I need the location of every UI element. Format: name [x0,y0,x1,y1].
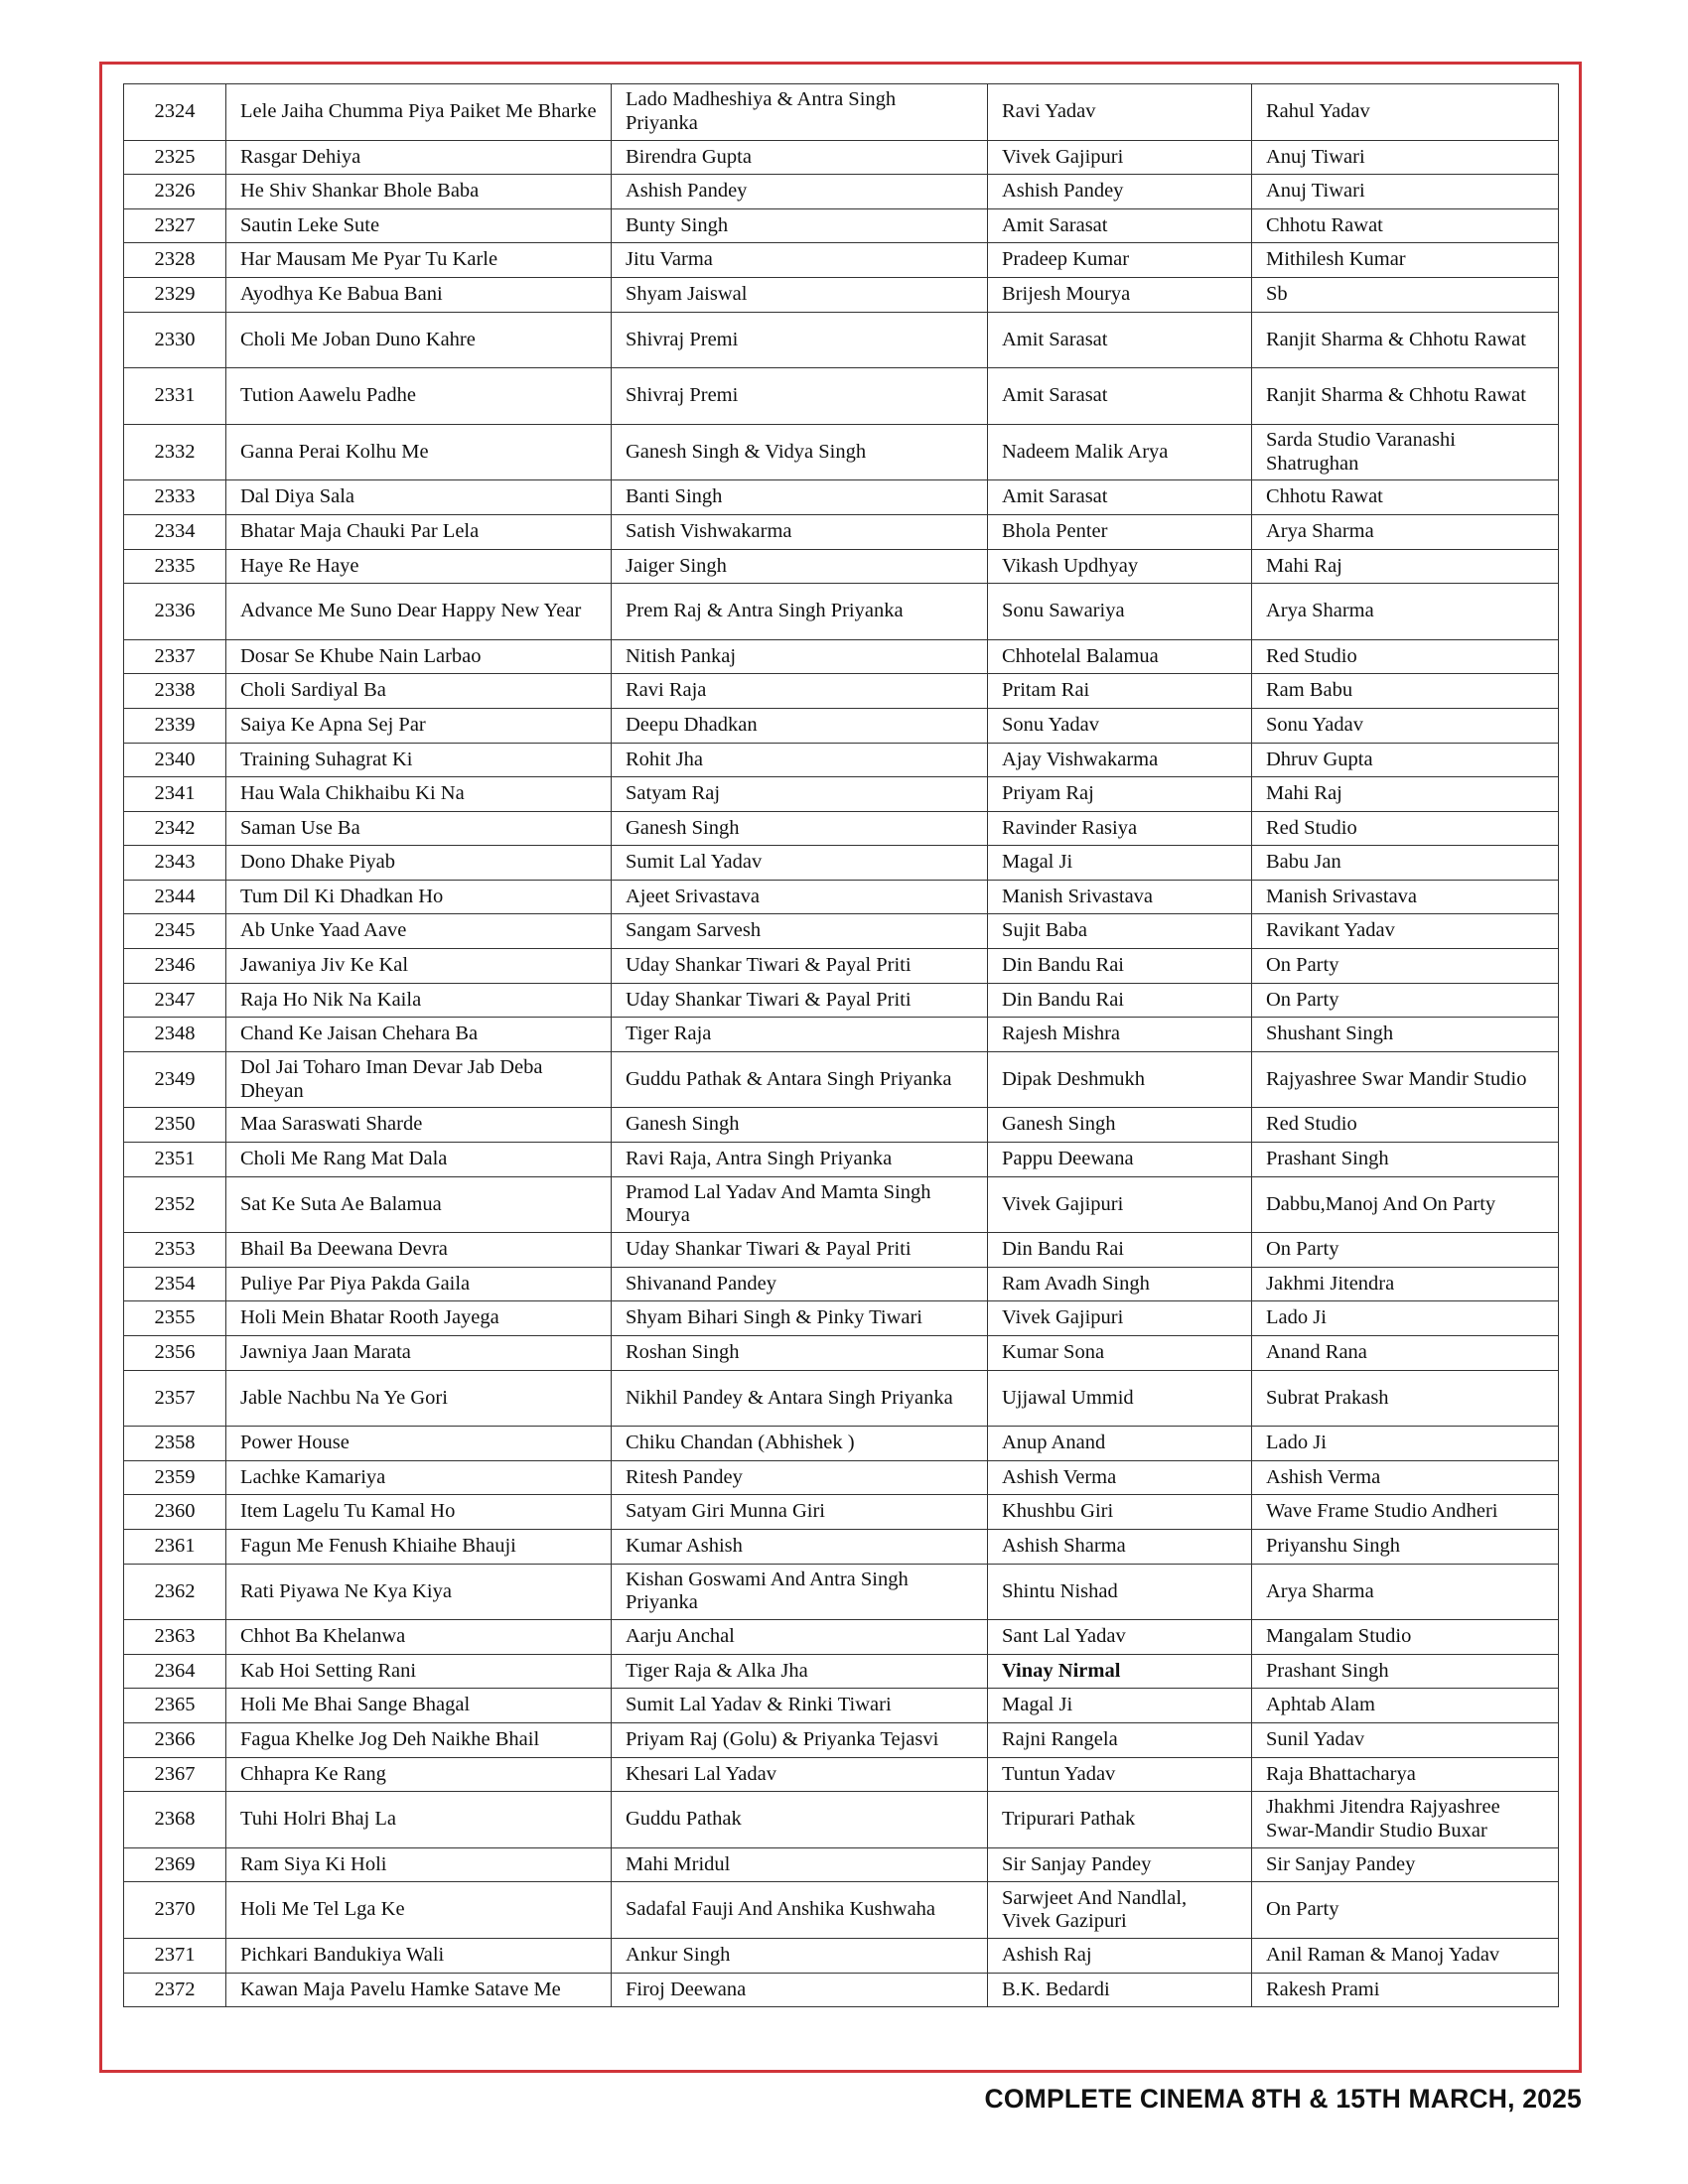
cell-lyricist: Brijesh Mourya [988,277,1252,312]
table-row [124,1176,1559,1233]
table-row [124,1938,1559,1973]
table-row [124,743,1559,777]
cell-number: 2360 [124,1495,226,1530]
cell-number: 2347 [124,983,226,1018]
table-row [124,639,1559,674]
cell-lyricist: Sarwjeet And Nandlal, Vivek Gazipuri [988,1882,1252,1939]
cell-lyricist: Priyam Raj [988,777,1252,812]
cell-music: Jhakhmi Jitendra Rajyashree Swar-Mandir Studio Buxar [1252,1792,1559,1848]
song-registry-table [123,83,1559,2007]
cell-number: 2324 [124,84,226,141]
cell-music: Rakesh Prami [1252,1973,1559,2007]
cell-singer: Satyam Giri Munna Giri [612,1495,988,1530]
cell-number: 2326 [124,175,226,209]
table-row [124,1792,1559,1848]
cell-number: 2371 [124,1938,226,1973]
cell-title: Puliye Par Piya Pakda Gaila [226,1267,612,1301]
cell-number: 2338 [124,674,226,709]
table-row [124,1018,1559,1052]
table-row [124,1143,1559,1177]
cell-singer: Firoj Deewana [612,1973,988,2007]
cell-lyricist: Vivek Gajipuri [988,1301,1252,1336]
cell-singer: Birendra Gupta [612,140,988,175]
cell-title: Kawan Maja Pavelu Hamke Satave Me [226,1973,612,2007]
cell-number: 2364 [124,1654,226,1689]
table-row [124,846,1559,881]
cell-title: Rasgar Dehiya [226,140,612,175]
table-row [124,549,1559,584]
table-row [124,1654,1559,1689]
cell-title: Tum Dil Ki Dhadkan Ho [226,880,612,914]
cell-music: Jakhmi Jitendra [1252,1267,1559,1301]
table-row [124,1301,1559,1336]
cell-title: Kab Hoi Setting Rani [226,1654,612,1689]
cell-lyricist: Ashish Verma [988,1460,1252,1495]
cell-title: Fagun Me Fenush Khiaihe Bhauji [226,1529,612,1564]
cell-lyricist: Amit Sarasat [988,208,1252,243]
cell-singer: Satish Vishwakarma [612,514,988,549]
table-row [124,1529,1559,1564]
cell-lyricist: Pappu Deewana [988,1143,1252,1177]
table-row [124,84,1559,141]
cell-number: 2355 [124,1301,226,1336]
cell-number: 2339 [124,708,226,743]
cell-music: Anand Rana [1252,1336,1559,1371]
cell-singer: Ganesh Singh [612,1108,988,1143]
cell-singer: Banti Singh [612,480,988,515]
cell-lyricist: Anup Anand [988,1427,1252,1461]
cell-title: Pichkari Bandukiya Wali [226,1938,612,1973]
cell-singer: Shivraj Premi [612,368,988,425]
cell-number: 2328 [124,243,226,278]
cell-number: 2359 [124,1460,226,1495]
cell-number: 2325 [124,140,226,175]
cell-number: 2342 [124,811,226,846]
cell-number: 2327 [124,208,226,243]
cell-number: 2333 [124,480,226,515]
table-row [124,1233,1559,1268]
cell-lyricist: Nadeem Malik Arya [988,424,1252,480]
table-row [124,277,1559,312]
cell-title: Fagua Khelke Jog Deh Naikhe Bhail [226,1722,612,1757]
cell-music: Mangalam Studio [1252,1620,1559,1655]
cell-lyricist: Tuntun Yadav [988,1757,1252,1792]
cell-singer: Lado Madheshiya & Antra Singh Priyanka [612,84,988,141]
cell-singer: Ajeet Srivastava [612,880,988,914]
cell-number: 2344 [124,880,226,914]
cell-lyricist: Sonu Sawariya [988,584,1252,640]
cell-music: Anuj Tiwari [1252,175,1559,209]
cell-title: Advance Me Suno Dear Happy New Year [226,584,612,640]
cell-lyricist: Ravi Yadav [988,84,1252,141]
cell-lyricist: Ujjawal Ummid [988,1370,1252,1427]
cell-lyricist: Vinay Nirmal [988,1654,1252,1689]
table-row [124,175,1559,209]
cell-music: Rajyashree Swar Mandir Studio [1252,1051,1559,1108]
cell-lyricist: Vivek Gajipuri [988,1176,1252,1233]
table-row [124,1051,1559,1108]
cell-lyricist: Amit Sarasat [988,368,1252,425]
cell-singer: Ritesh Pandey [612,1460,988,1495]
cell-lyricist: Ajay Vishwakarma [988,743,1252,777]
cell-number: 2367 [124,1757,226,1792]
cell-title: Chhapra Ke Rang [226,1757,612,1792]
cell-singer: Uday Shankar Tiwari & Payal Priti [612,949,988,984]
cell-singer: Bunty Singh [612,208,988,243]
table-row [124,880,1559,914]
cell-title: Jawaniya Jiv Ke Kal [226,949,612,984]
cell-title: Choli Me Rang Mat Dala [226,1143,612,1177]
cell-title: Ganna Perai Kolhu Me [226,424,612,480]
table-row [124,480,1559,515]
cell-lyricist: Sant Lal Yadav [988,1620,1252,1655]
table-row [124,424,1559,480]
cell-number: 2348 [124,1018,226,1052]
table-row [124,777,1559,812]
cell-music: On Party [1252,983,1559,1018]
cell-singer: Nikhil Pandey & Antara Singh Priyanka [612,1370,988,1427]
cell-title: Har Mausam Me Pyar Tu Karle [226,243,612,278]
cell-title: Sat Ke Suta Ae Balamua [226,1176,612,1233]
table-body [124,84,1559,2007]
cell-lyricist: Din Bandu Rai [988,949,1252,984]
cell-singer: Sumit Lal Yadav & Rinki Tiwari [612,1689,988,1723]
cell-lyricist: Ashish Sharma [988,1529,1252,1564]
cell-music: Anil Raman & Manoj Yadav [1252,1938,1559,1973]
cell-music: Mithilesh Kumar [1252,243,1559,278]
cell-lyricist: Sujit Baba [988,914,1252,949]
cell-number: 2361 [124,1529,226,1564]
table-row [124,983,1559,1018]
table-row [124,949,1559,984]
cell-music: Lado Ji [1252,1427,1559,1461]
cell-title: Hau Wala Chikhaibu Ki Na [226,777,612,812]
table-row [124,1722,1559,1757]
cell-music: Ram Babu [1252,674,1559,709]
cell-singer: Nitish Pankaj [612,639,988,674]
cell-title: Holi Mein Bhatar Rooth Jayega [226,1301,612,1336]
cell-lyricist: Khushbu Giri [988,1495,1252,1530]
cell-singer: Roshan Singh [612,1336,988,1371]
cell-title: Tution Aawelu Padhe [226,368,612,425]
cell-number: 2354 [124,1267,226,1301]
cell-lyricist: Vikash Updhyay [988,549,1252,584]
table-row [124,140,1559,175]
cell-music: Ashish Verma [1252,1460,1559,1495]
cell-title: Maa Saraswati Sharde [226,1108,612,1143]
cell-title: Lele Jaiha Chumma Piya Paiket Me Bharke [226,84,612,141]
table-row [124,1882,1559,1939]
cell-music: Ranjit Sharma & Chhotu Rawat [1252,312,1559,368]
cell-singer: Pramod Lal Yadav And Mamta Singh Mourya [612,1176,988,1233]
cell-lyricist: Bhola Penter [988,514,1252,549]
cell-lyricist: Magal Ji [988,1689,1252,1723]
table-row [124,1689,1559,1723]
cell-singer: Jaiger Singh [612,549,988,584]
cell-title: Ab Unke Yaad Aave [226,914,612,949]
cell-lyricist: Chhotelal Balamua [988,639,1252,674]
cell-singer: Ravi Raja, Antra Singh Priyanka [612,1143,988,1177]
cell-number: 2353 [124,1233,226,1268]
cell-music: Chhotu Rawat [1252,208,1559,243]
cell-music: Red Studio [1252,1108,1559,1143]
table-row [124,674,1559,709]
cell-singer: Rohit Jha [612,743,988,777]
cell-lyricist: Amit Sarasat [988,312,1252,368]
cell-music: Sarda Studio Varanashi Shatrughan [1252,424,1559,480]
cell-lyricist: Ram Avadh Singh [988,1267,1252,1301]
cell-music: Sir Sanjay Pandey [1252,1847,1559,1882]
table-row [124,1427,1559,1461]
cell-title: Choli Me Joban Duno Kahre [226,312,612,368]
table-row [124,1370,1559,1427]
cell-number: 2356 [124,1336,226,1371]
table-row [124,914,1559,949]
cell-singer: Chiku Chandan (Abhishek ) [612,1427,988,1461]
cell-music: Mahi Raj [1252,777,1559,812]
cell-music: On Party [1252,949,1559,984]
cell-title: Dosar Se Khube Nain Larbao [226,639,612,674]
cell-number: 2345 [124,914,226,949]
cell-number: 2372 [124,1973,226,2007]
table-row [124,368,1559,425]
cell-music: Red Studio [1252,639,1559,674]
cell-singer: Tiger Raja & Alka Jha [612,1654,988,1689]
cell-music: Arya Sharma [1252,1564,1559,1620]
cell-singer: Ankur Singh [612,1938,988,1973]
cell-singer: Ganesh Singh [612,811,988,846]
cell-music: Dabbu,Manoj And On Party [1252,1176,1559,1233]
cell-music: Manish Srivastava [1252,880,1559,914]
cell-music: Dhruv Gupta [1252,743,1559,777]
cell-lyricist: B.K. Bedardi [988,1973,1252,2007]
cell-title: Choli Sardiyal Ba [226,674,612,709]
cell-music: Arya Sharma [1252,584,1559,640]
cell-title: Chand Ke Jaisan Chehara Ba [226,1018,612,1052]
cell-singer: Shyam Bihari Singh & Pinky Tiwari [612,1301,988,1336]
cell-music: Sonu Yadav [1252,708,1559,743]
cell-music: Priyanshu Singh [1252,1529,1559,1564]
cell-singer: Guddu Pathak & Antara Singh Priyanka [612,1051,988,1108]
cell-number: 2350 [124,1108,226,1143]
cell-title: Raja Ho Nik Na Kaila [226,983,612,1018]
cell-number: 2334 [124,514,226,549]
cell-music: Red Studio [1252,811,1559,846]
cell-lyricist: Rajni Rangela [988,1722,1252,1757]
cell-title: Bhail Ba Deewana Devra [226,1233,612,1268]
table-row [124,1495,1559,1530]
cell-lyricist: Ravinder Rasiya [988,811,1252,846]
cell-music: Ranjit Sharma & Chhotu Rawat [1252,368,1559,425]
cell-title: Item Lagelu Tu Kamal Ho [226,1495,612,1530]
table-row [124,1973,1559,2007]
cell-title: Saman Use Ba [226,811,612,846]
cell-title: Training Suhagrat Ki [226,743,612,777]
cell-title: Sautin Leke Sute [226,208,612,243]
cell-number: 2337 [124,639,226,674]
cell-lyricist: Magal Ji [988,846,1252,881]
cell-singer: Mahi Mridul [612,1847,988,1882]
table-row [124,1564,1559,1620]
cell-singer: Aarju Anchal [612,1620,988,1655]
cell-music: Shushant Singh [1252,1018,1559,1052]
table-row [124,514,1559,549]
cell-music: Rahul Yadav [1252,84,1559,141]
cell-lyricist: Ashish Raj [988,1938,1252,1973]
cell-singer: Ganesh Singh & Vidya Singh [612,424,988,480]
cell-title: Rati Piyawa Ne Kya Kiya [226,1564,612,1620]
cell-number: 2370 [124,1882,226,1939]
cell-title: Holi Me Bhai Sange Bhagal [226,1689,612,1723]
cell-singer: Uday Shankar Tiwari & Payal Priti [612,1233,988,1268]
cell-lyricist: Tripurari Pathak [988,1792,1252,1848]
cell-title: Tuhi Holri Bhaj La [226,1792,612,1848]
cell-singer: Prem Raj & Antra Singh Priyanka [612,584,988,640]
cell-singer: Sumit Lal Yadav [612,846,988,881]
cell-singer: Guddu Pathak [612,1792,988,1848]
cell-number: 2368 [124,1792,226,1848]
cell-number: 2331 [124,368,226,425]
cell-lyricist: Amit Sarasat [988,480,1252,515]
cell-number: 2363 [124,1620,226,1655]
table-row [124,208,1559,243]
cell-music: Raja Bhattacharya [1252,1757,1559,1792]
cell-title: Holi Me Tel Lga Ke [226,1882,612,1939]
cell-singer: Tiger Raja [612,1018,988,1052]
cell-music: Arya Sharma [1252,514,1559,549]
table-row [124,1620,1559,1655]
cell-singer: Shivanand Pandey [612,1267,988,1301]
cell-music: Anuj Tiwari [1252,140,1559,175]
cell-lyricist: Ashish Pandey [988,175,1252,209]
cell-number: 2336 [124,584,226,640]
cell-number: 2329 [124,277,226,312]
cell-music: Sunil Yadav [1252,1722,1559,1757]
cell-singer: Kumar Ashish [612,1529,988,1564]
cell-lyricist: Pritam Rai [988,674,1252,709]
cell-title: Dono Dhake Piyab [226,846,612,881]
cell-title: Jable Nachbu Na Ye Gori [226,1370,612,1427]
cell-singer: Kishan Goswami And Antra Singh Priyanka [612,1564,988,1620]
cell-number: 2369 [124,1847,226,1882]
cell-singer: Satyam Raj [612,777,988,812]
table-row [124,1757,1559,1792]
cell-singer: Shivraj Premi [612,312,988,368]
cell-singer: Sadafal Fauji And Anshika Kushwaha [612,1882,988,1939]
cell-number: 2351 [124,1143,226,1177]
cell-title: He Shiv Shankar Bhole Baba [226,175,612,209]
cell-lyricist: Pradeep Kumar [988,243,1252,278]
cell-title: Ayodhya Ke Babua Bani [226,277,612,312]
cell-lyricist: Kumar Sona [988,1336,1252,1371]
cell-number: 2357 [124,1370,226,1427]
cell-lyricist: Din Bandu Rai [988,1233,1252,1268]
cell-number: 2343 [124,846,226,881]
cell-lyricist: Manish Srivastava [988,880,1252,914]
cell-number: 2366 [124,1722,226,1757]
cell-music: Prashant Singh [1252,1654,1559,1689]
cell-singer: Uday Shankar Tiwari & Payal Priti [612,983,988,1018]
cell-number: 2330 [124,312,226,368]
cell-number: 2365 [124,1689,226,1723]
cell-lyricist: Shintu Nishad [988,1564,1252,1620]
footer-caption: COMPLETE CINEMA 8TH & 15TH MARCH, 2025 [984,2084,1582,2114]
cell-title: Chhot Ba Khelanwa [226,1620,612,1655]
cell-music: Sb [1252,277,1559,312]
cell-lyricist: Rajesh Mishra [988,1018,1252,1052]
table-row [124,584,1559,640]
cell-number: 2346 [124,949,226,984]
cell-singer: Ravi Raja [612,674,988,709]
cell-lyricist: Sir Sanjay Pandey [988,1847,1252,1882]
table-row [124,312,1559,368]
cell-singer: Deepu Dhadkan [612,708,988,743]
table-row [124,708,1559,743]
table-row [124,243,1559,278]
cell-number: 2340 [124,743,226,777]
cell-title: Haye Re Haye [226,549,612,584]
cell-singer: Priyam Raj (Golu) & Priyanka Tejasvi [612,1722,988,1757]
cell-music: On Party [1252,1233,1559,1268]
cell-title: Dol Jai Toharo Iman Devar Jab Deba Dheyan [226,1051,612,1108]
cell-lyricist: Vivek Gajipuri [988,140,1252,175]
cell-title: Lachke Kamariya [226,1460,612,1495]
cell-singer: Sangam Sarvesh [612,914,988,949]
cell-lyricist: Din Bandu Rai [988,983,1252,1018]
cell-singer: Jitu Varma [612,243,988,278]
table-row [124,1847,1559,1882]
cell-singer: Shyam Jaiswal [612,277,988,312]
cell-music: Aphtab Alam [1252,1689,1559,1723]
cell-music: Babu Jan [1252,846,1559,881]
cell-number: 2335 [124,549,226,584]
cell-singer: Khesari Lal Yadav [612,1757,988,1792]
cell-music: Mahi Raj [1252,549,1559,584]
cell-number: 2358 [124,1427,226,1461]
cell-lyricist: Ganesh Singh [988,1108,1252,1143]
cell-title: Power House [226,1427,612,1461]
cell-number: 2332 [124,424,226,480]
cell-music: Prashant Singh [1252,1143,1559,1177]
table-row [124,1336,1559,1371]
cell-number: 2349 [124,1051,226,1108]
cell-music: On Party [1252,1882,1559,1939]
cell-singer: Ashish Pandey [612,175,988,209]
cell-music: Lado Ji [1252,1301,1559,1336]
cell-music: Wave Frame Studio Andheri [1252,1495,1559,1530]
cell-title: Bhatar Maja Chauki Par Lela [226,514,612,549]
cell-title: Jawniya Jaan Marata [226,1336,612,1371]
cell-number: 2352 [124,1176,226,1233]
cell-title: Dal Diya Sala [226,480,612,515]
cell-number: 2341 [124,777,226,812]
cell-title: Ram Siya Ki Holi [226,1847,612,1882]
cell-lyricist: Sonu Yadav [988,708,1252,743]
table-row [124,1108,1559,1143]
cell-music: Subrat Prakash [1252,1370,1559,1427]
table-row [124,1267,1559,1301]
cell-number: 2362 [124,1564,226,1620]
table-row [124,1460,1559,1495]
cell-lyricist: Dipak Deshmukh [988,1051,1252,1108]
cell-music: Chhotu Rawat [1252,480,1559,515]
table-row [124,811,1559,846]
cell-title: Saiya Ke Apna Sej Par [226,708,612,743]
cell-music: Ravikant Yadav [1252,914,1559,949]
